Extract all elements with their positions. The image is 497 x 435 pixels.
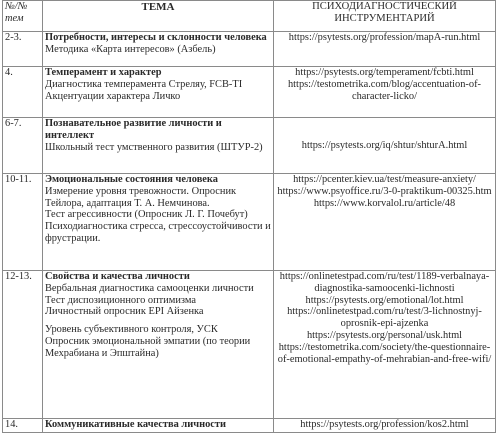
method-item: Уровень субъективного контроля, УСК: [45, 324, 218, 336]
tool-link[interactable]: https://onlinetestpad.com/ru/test/1189-verbalnaya-diagnostika-samoocenki-lichnosti: [279, 271, 490, 294]
method-item: Опросник эмоциональной эмпатии (по теории Мехрабиана и Эпштайна): [45, 335, 251, 359]
method-item: Психодиагностика стресса, стрессоустойчивости и фрустрации.: [45, 221, 271, 244]
table-row: [3, 174, 496, 271]
topic-title: Познавательное развитие личности и интеллект: [45, 118, 222, 141]
topic-cell: [43, 419, 274, 433]
tool-link[interactable]: https://www.psyoffice.ru/3-0-praktikum-00325.htm: [277, 185, 492, 197]
tool-link[interactable]: https://psytests.org/profession/mapA-run.html: [288, 32, 481, 43]
topic-cell: [43, 118, 274, 174]
table-row: [3, 67, 496, 118]
tool-link[interactable]: https://testometrika.com/blog/accentuation-of-character-licko/: [287, 78, 482, 102]
table-row: [3, 271, 496, 419]
header-topic: ТЕМА: [43, 1, 274, 32]
method-item: Диагностика темперамента Стреляу, FCB-TI: [45, 78, 243, 90]
tool-link[interactable]: https://psytests.org/personal/usk.html: [306, 329, 463, 341]
topic-title: Свойства и качества личности: [45, 271, 190, 282]
row-number: 10-11.: [3, 174, 43, 271]
tool-link[interactable]: https://psytests.org/profession/kos2.html: [300, 419, 469, 430]
topic-cell: [43, 67, 274, 118]
topic-cell: [43, 174, 274, 271]
method-item: Школьный тест умственного развития (ШТУР-2): [45, 141, 263, 153]
topic-cell: [43, 32, 274, 67]
row-number: 4.: [3, 67, 43, 118]
tool-link[interactable]: https://psytests.org/temperament/fcbti.html: [295, 67, 474, 78]
row-number: 12-13.: [3, 271, 43, 419]
table-row: [3, 32, 496, 67]
topic-title: Эмоциональные состояния человека: [45, 174, 218, 185]
topic-title: Коммуникативные качества личности: [45, 419, 226, 430]
method-item: Личностный опросник EPI Айзенка: [45, 306, 204, 318]
tool-link[interactable]: https://psytests.org/emotional/lot.html: [305, 294, 464, 306]
row-number: 2-3.: [3, 32, 43, 67]
tool-link[interactable]: https://pcenter.kiev.ua/test/measure-anxiety/: [293, 174, 476, 185]
links-cell: [274, 174, 496, 271]
tool-link[interactable]: https://onlinetestpad.com/ru/test/3-lichnostnyj-oprosnik-epi-ajzenka: [287, 306, 482, 330]
header-num: №/№ тем: [3, 1, 43, 32]
topic-cell: [43, 271, 274, 419]
tool-link[interactable]: https://testometrika.com/society/the-questionnaire-of-emotional-empathy-of-mehrabian-and-free-wifi/: [277, 341, 492, 365]
links-cell: [274, 32, 496, 67]
links-cell: [274, 118, 496, 174]
links-cell: [274, 67, 496, 118]
table-row: [3, 118, 496, 174]
links-cell: [274, 271, 496, 419]
row-number: 14.: [3, 419, 43, 433]
links-cell: [274, 419, 496, 433]
tool-link[interactable]: https://www.korvalol.ru/article/48: [313, 197, 456, 209]
method-item: Методика «Карта интересов» (Азбель): [45, 43, 216, 55]
method-item: Измерение уровня тревожности. Опросник Тейлора, адаптация Т. А. Немчинова.: [45, 185, 237, 209]
method-item: Тест агрессивности (Опросник Л. Г. Почебут): [45, 209, 248, 221]
table-row: [3, 419, 496, 433]
method-item: Вербальная диагностика самооценки личности: [45, 282, 254, 294]
header-tools: ПСИХОДИАГНОСТИЧЕСКИЙ ИНСТРУМЕНТАРИЙ: [274, 1, 496, 32]
method-item: Тест диспозиционного оптимизма: [45, 294, 196, 306]
table-header-row: [3, 1, 496, 32]
row-number: 6-7.: [3, 118, 43, 174]
method-item: Акцентуации характера Личко: [45, 90, 181, 102]
topic-title: Потребности, интересы и склонности человека: [45, 32, 267, 43]
tool-link[interactable]: https://psytests.org/iq/shtur/shturA.html: [301, 139, 468, 151]
topic-title: Темперамент и характер: [45, 67, 162, 78]
diagnostics-table: [2, 0, 496, 433]
